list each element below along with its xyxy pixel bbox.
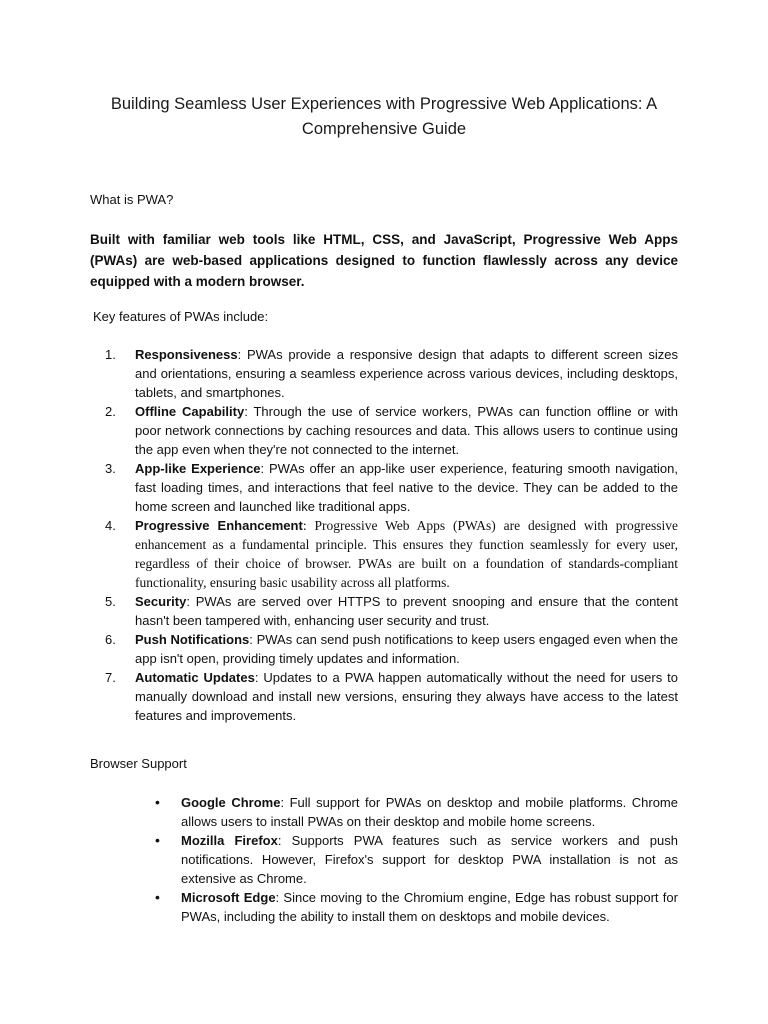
feature-number: 7.	[105, 670, 116, 685]
section-heading-what-is-pwa: What is PWA?	[90, 192, 174, 207]
bullet-icon: •	[155, 832, 160, 848]
browser-term: Mozilla Firefox	[181, 833, 278, 848]
browser-item-edge	[155, 888, 678, 926]
section-heading-browser-support: Browser Support	[90, 756, 187, 771]
feature-number: 4.	[105, 518, 116, 533]
feature-item-app-like	[105, 459, 678, 516]
feature-item-automatic-updates	[105, 668, 678, 725]
feature-term: Progressive Enhancement	[135, 518, 303, 533]
feature-term: Security	[135, 594, 187, 609]
feature-text: : PWAs offer an app-like user experience, featuring smooth navigation, fast loading times, and interactions that feel native to the device. They can be added to the home screen and launched like traditional apps.	[135, 461, 678, 514]
feature-text: : PWAs can send push notifications to keep users engaged even when the app isn't open, providing timely updates and information.	[135, 632, 679, 666]
browser-text: : Since moving to the Chromium engine, Edge has robust support for PWAs, including the ability to install them on desktops and mobile devices.	[181, 890, 678, 924]
feature-term: App-like Experience	[135, 461, 261, 476]
browser-text: : Supports PWA features such as service workers and push notifications. However, Firefox's support for desktop PWA installation is not as extensive as Chrome.	[181, 833, 678, 886]
feature-term: Automatic Updates	[135, 670, 255, 685]
intro-paragraph: Built with familiar web tools like HTML, CSS, and JavaScript, Progressive Web Apps (PWAs) are web-based applications designed to function flawlessly across any device equipped with a modern browser.	[90, 232, 678, 289]
browser-item-chrome	[155, 793, 678, 831]
features-list	[105, 345, 678, 725]
feature-number: 1.	[105, 347, 116, 362]
feature-text: : Updates to a PWA happen automatically without the need for users to manually download and install new versions, ensuring they always have access to the latest features and improvements.	[135, 670, 678, 723]
bullet-icon: •	[155, 889, 160, 905]
browser-term: Microsoft Edge	[181, 890, 276, 905]
feature-item-progressive-enhancement	[105, 516, 678, 592]
browser-term: Google Chrome	[181, 795, 281, 810]
browser-item-firefox	[155, 831, 678, 888]
document-title: Building Seamless User Experiences with Progressive Web Applications: A Comprehensive Guide	[110, 95, 658, 138]
features-lead: Key features of PWAs include:	[93, 309, 269, 324]
feature-text: : PWAs provide a responsive design that adapts to different screen sizes and orientations, ensuring a seamless experience across various devices, including desktops, tablets, and smartphones.	[135, 347, 678, 400]
bullet-icon: •	[155, 794, 160, 810]
feature-term: Offline Capability	[135, 404, 245, 419]
feature-term: Responsiveness	[135, 347, 238, 362]
feature-item-responsiveness	[105, 345, 678, 402]
feature-number: 3.	[105, 461, 116, 476]
feature-item-offline	[105, 402, 678, 459]
feature-number: 5.	[105, 594, 116, 609]
feature-item-security	[105, 592, 678, 630]
feature-number: 2.	[105, 404, 116, 419]
feature-item-push-notifications	[105, 630, 678, 668]
browser-text: : Full support for PWAs on desktop and mobile platforms. Chrome allows users to install PWAs on their desktop and mobile home screens.	[181, 795, 678, 829]
feature-text: : PWAs are served over HTTPS to prevent snooping and ensure that the content hasn't been tampered with, enhancing user security and trust.	[135, 594, 678, 628]
feature-text: : Through the use of service workers, PWAs can function offline or with poor network connections by caching resources and data. This allows users to continue using the app even when they're not connected to the internet.	[135, 404, 679, 457]
feature-text: : Progressive Web Apps (PWAs) are designed with progressive enhancement as a fundamental principle. This ensures they function seamlessly for every user, regardless of their choice of browser. PWAs are built on a foundation of standards-compliant functionality, ensuring basic usability across all platforms.	[135, 518, 679, 590]
feature-term: Push Notifications	[135, 632, 250, 647]
feature-number: 6.	[105, 632, 116, 647]
browsers-list	[155, 793, 678, 926]
